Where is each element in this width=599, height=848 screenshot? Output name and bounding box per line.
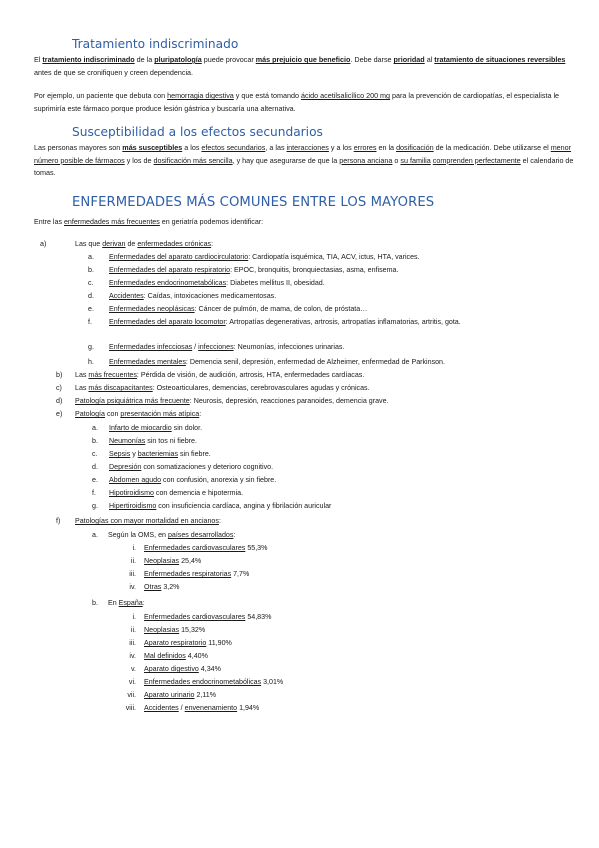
underlined-term: derivan	[102, 240, 126, 248]
text: sin tos ni fiebre.	[145, 437, 197, 445]
underlined-term: enfermedades crónicas	[137, 240, 212, 248]
underlined-term: errores	[353, 143, 377, 152]
text: : Diabetes mellitus II, obesidad.	[226, 279, 325, 287]
text: 7,7%	[231, 570, 250, 578]
text: : Neurosis, depresión, reacciones paranoides, demencia grave.	[189, 397, 389, 405]
text: 15,32%	[179, 626, 206, 634]
underlined-term: Accidentes	[109, 292, 144, 300]
text: antes de que se cronifiquen y creen dependencia.	[34, 67, 194, 77]
list-item-e	[75, 408, 201, 420]
roman-item	[144, 650, 208, 662]
text: para la prevención de cardiopatías, el especialista le suprimiría este fármaco porque produce lesión gástrica y buscaría una alternativa.	[34, 91, 560, 113]
list-marker: d)	[56, 397, 63, 405]
underlined-term: hemorragia digestiva	[167, 91, 234, 100]
underlined-term: presentación más atípica	[120, 410, 200, 418]
text: , y hay que asegurarse de que la	[232, 155, 340, 165]
roman-marker: ii.	[130, 557, 136, 565]
roman-marker: i.	[132, 613, 136, 621]
sublist-marker: e.	[92, 476, 98, 484]
list-item-f	[75, 515, 221, 527]
text: 4,34%	[198, 665, 221, 673]
sublist-item	[109, 435, 197, 447]
text: 3,2%	[161, 583, 180, 591]
text: y los de	[124, 155, 154, 165]
text: :	[218, 517, 221, 525]
underlined-term: infecciones	[198, 343, 234, 351]
list-marker: e)	[56, 410, 63, 418]
underlined-term: España	[118, 599, 143, 607]
sublist-item	[109, 448, 211, 460]
paragraph-ejemplo	[34, 90, 582, 115]
underlined-term: menor número posible de fármacos	[34, 143, 572, 165]
sublist-item-oms	[108, 529, 235, 541]
underlined-term: Aparato respiratorio	[144, 639, 207, 647]
text: 1,94%	[237, 704, 260, 712]
sublist-marker: d.	[88, 292, 94, 300]
text: a los	[182, 143, 202, 152]
text: sin fiebre.	[178, 450, 211, 458]
underlined-term: Enfermedades cardiovasculares	[144, 544, 246, 552]
text: : Pérdida de visión, de audición, artrosis, HTA, enfermedades cardíacas.	[136, 371, 365, 379]
text: sin dolor.	[171, 424, 203, 432]
sublist-marker: a.	[92, 424, 98, 432]
text: y que está tomando	[233, 91, 301, 100]
underlined-term: Patología psiquiátrica más frecuente	[75, 397, 190, 405]
roman-item	[144, 581, 179, 593]
list-item-a	[75, 238, 213, 250]
underlined-term: Enfermedades endocrinometabólicas	[109, 279, 227, 287]
sublist-marker: d.	[92, 463, 98, 471]
text: /	[178, 704, 185, 712]
intro-line	[34, 216, 263, 228]
underlined-term: Aparato digestivo	[144, 665, 199, 673]
underlined-term: Neoplasias	[144, 626, 180, 634]
roman-marker: vii.	[127, 691, 136, 699]
list-item-b	[75, 369, 364, 381]
list-marker: f)	[56, 517, 61, 525]
heading-tratamiento-indiscriminado: Tratamiento indiscriminado	[72, 37, 239, 51]
text: de	[125, 240, 138, 248]
text: : Neumonías, infecciones urinarias.	[233, 343, 345, 351]
sublist-item	[109, 474, 276, 486]
sublist-item	[109, 356, 445, 368]
underlined-term: Enfermedades endocrinometabólicas	[144, 678, 262, 686]
roman-item	[144, 637, 232, 649]
roman-marker: i.	[132, 544, 136, 552]
underlined-term: Accidentes	[144, 704, 179, 712]
list-marker: b)	[56, 371, 63, 379]
text: Las	[75, 371, 89, 379]
sublist-item	[109, 341, 344, 353]
sublist-marker: h.	[88, 358, 94, 366]
sublist-marker: g.	[92, 502, 98, 510]
sublist-marker: e.	[88, 305, 94, 313]
text: :	[142, 599, 145, 607]
text: con somatizaciones y deterioro cognitivo.	[141, 463, 274, 471]
text: 3,01%	[261, 678, 284, 686]
roman-item	[144, 611, 271, 623]
underlined-term: Neumonías	[109, 437, 146, 445]
text: : Artropatías degenerativas, artrosis, artropatías inflamatorias, artritis, gota.	[225, 318, 461, 326]
text: y a los	[328, 143, 354, 152]
sublist-item	[109, 303, 367, 315]
heading-enfermedades-comunes: ENFERMEDADES MÁS COMUNES ENTRE LOS MAYORES	[72, 195, 435, 210]
underlined-term: enfermedades más frecuentes	[63, 218, 160, 226]
underlined-term: pluripatología	[154, 55, 202, 64]
underlined-term: persona anciana	[339, 155, 393, 165]
underlined-term: Enfermedades neoplásicas	[109, 305, 195, 313]
text: Las que	[75, 240, 103, 248]
underlined-term: Enfermedades del aparato cardiocirculatorio	[109, 253, 249, 261]
text: con	[104, 410, 121, 418]
sublist-item	[109, 422, 202, 434]
text: El	[34, 55, 43, 64]
underlined-term: más prejuicio que beneficio	[255, 55, 351, 64]
roman-item	[144, 624, 205, 636]
underlined-term: Otras	[144, 583, 162, 591]
text: en geriatría podemos identificar:	[159, 218, 264, 226]
text: de la medicación. Debe utilizarse el	[433, 143, 551, 152]
text: . Debe darse	[350, 55, 394, 64]
sublist-item	[109, 461, 273, 473]
underlined-term: Enfermedades del aparato locomotor	[109, 318, 226, 326]
text: 11,90%	[206, 639, 232, 647]
list-marker: c)	[56, 384, 62, 392]
underlined-term: envenenamiento	[184, 704, 238, 712]
sublist-item	[109, 264, 398, 276]
roman-marker: iv.	[129, 583, 136, 591]
underlined-term: Hipertiroidismo	[109, 502, 157, 510]
roman-item	[144, 689, 216, 701]
sublist-marker: b.	[92, 599, 98, 607]
roman-marker: viii.	[125, 704, 136, 712]
underlined-term: dosificación	[396, 143, 434, 152]
text: con demencia e hipotermia.	[153, 489, 244, 497]
text: en la	[376, 143, 397, 152]
text: 55,3%	[245, 544, 268, 552]
underlined-term: países desarrollados	[167, 531, 234, 539]
underlined-term: Aparato urinario	[144, 691, 195, 699]
underlined-term: efectos secundarios	[201, 143, 266, 152]
paragraph-tratamiento	[34, 54, 582, 79]
roman-marker: iii.	[129, 570, 136, 578]
text: al	[424, 55, 435, 64]
underlined-term: más discapacitantes	[88, 384, 153, 392]
underlined-term: Enfermedades infecciosas	[109, 343, 193, 351]
text: : Osteoarticulares, demencias, cerebrovasculares agudas y crónicas.	[152, 384, 370, 392]
text: 4,40%	[185, 652, 208, 660]
text: : EPOC, bronquitis, bronquiectasias, asma, enfisema.	[230, 266, 399, 274]
heading-susceptibilidad: Susceptibilidad a los efectos secundarios	[72, 125, 323, 139]
roman-marker: iii.	[129, 639, 136, 647]
underlined-term: Enfermedades cardiovasculares	[144, 613, 246, 621]
roman-item	[144, 568, 249, 580]
sublist-marker: f.	[88, 318, 92, 326]
text: puede provocar	[201, 55, 256, 64]
sublist-marker: c.	[92, 450, 98, 458]
sublist-marker: f.	[92, 489, 96, 497]
text: Entre las	[34, 218, 64, 226]
text: : Caídas, intoxicaciones medicamentosas.	[143, 292, 277, 300]
underlined-term: bacteriemias	[137, 450, 179, 458]
roman-item	[144, 542, 267, 554]
paragraph-susceptibilidad	[34, 142, 582, 180]
sublist-item	[109, 500, 331, 512]
sublist-marker: a.	[92, 531, 98, 539]
text: :	[233, 531, 236, 539]
roman-item	[144, 702, 259, 714]
text: /	[192, 343, 199, 351]
text: Las	[75, 384, 89, 392]
underlined-term: interacciones	[286, 143, 329, 152]
underlined-term: Depresión	[109, 463, 142, 471]
sublist-marker: b.	[92, 437, 98, 445]
roman-marker: ii.	[130, 626, 136, 634]
text: Según la OMS, en	[108, 531, 168, 539]
sublist-item	[109, 277, 325, 289]
text: En	[108, 599, 119, 607]
underlined-term: Patología	[75, 410, 105, 418]
text: de la	[134, 55, 155, 64]
text: con confusión, anorexia y sin fiebre.	[161, 476, 277, 484]
roman-marker: v.	[131, 665, 136, 673]
text: : Cáncer de pulmón, de mama, de colon, de próstata…	[194, 305, 368, 313]
text: o	[392, 155, 401, 165]
sublist-item	[109, 487, 243, 499]
underlined-term: prioridad	[393, 55, 425, 64]
sublist-item-espana	[108, 597, 145, 609]
sublist-marker: a.	[88, 253, 94, 261]
text: , a las	[265, 143, 287, 152]
underlined-term: más susceptibles	[122, 143, 183, 152]
underlined-term: dosificación más sencilla	[153, 155, 233, 165]
sublist-item	[109, 316, 571, 328]
roman-marker: vi.	[128, 678, 136, 686]
text: :	[211, 240, 214, 248]
underlined-term: Sepsis	[109, 450, 131, 458]
underlined-term: Neoplasias	[144, 557, 180, 565]
text: 25,4%	[179, 557, 202, 565]
text: Por ejemplo, un paciente que debuta con	[34, 91, 168, 100]
underlined-term: Mal definidos	[144, 652, 186, 660]
underlined-term: ácido acetilsalicílico 200 mg	[300, 91, 391, 100]
text: : Demencia senil, depresión, enfermedad de Alzheimer, enfermedad de Parkinson.	[185, 358, 445, 366]
roman-item	[144, 555, 201, 567]
text: : Cardiopatía isquémica, TIA, ACV, ictus, HTA, varices.	[248, 253, 420, 261]
underlined-term: tratamiento indiscriminado	[42, 55, 135, 64]
roman-item	[144, 676, 283, 688]
text: 54,83%	[245, 613, 272, 621]
sublist-marker: b.	[88, 266, 94, 274]
underlined-term: Enfermedades respiratorias	[144, 570, 232, 578]
roman-marker: iv.	[129, 652, 136, 660]
text: Las personas mayores son	[34, 143, 123, 152]
sublist-marker: g.	[88, 343, 94, 351]
underlined-term: más frecuentes	[88, 371, 137, 379]
text: con insuficiencia cardíaca, angina y fibrilación auricular	[156, 502, 332, 510]
sublist-item	[109, 251, 420, 263]
list-item-c	[75, 382, 370, 394]
text: 2,11%	[194, 691, 217, 699]
list-marker: a)	[40, 240, 47, 248]
underlined-term: comprenden perfectamente	[432, 155, 521, 165]
sublist-marker: c.	[88, 279, 94, 287]
text: el calendario de tomas.	[34, 155, 574, 177]
underlined-term: Infarto de miocardio	[109, 424, 172, 432]
underlined-term: tratamiento de situaciones reversibles	[434, 55, 566, 64]
sublist-item	[109, 290, 276, 302]
underlined-term: su familia	[400, 155, 431, 165]
underlined-term: Enfermedades del aparato respiratorio	[109, 266, 231, 274]
text: y	[130, 450, 138, 458]
roman-item	[144, 663, 221, 675]
underlined-term: Enfermedades mentales	[109, 358, 186, 366]
text: :	[199, 410, 202, 418]
underlined-term: Hipotiroidismo	[109, 489, 154, 497]
underlined-term: Abdomen agudo	[109, 476, 162, 484]
list-item-d	[75, 395, 389, 407]
underlined-term: Patologías con mayor mortalidad en ancianos	[75, 517, 219, 525]
